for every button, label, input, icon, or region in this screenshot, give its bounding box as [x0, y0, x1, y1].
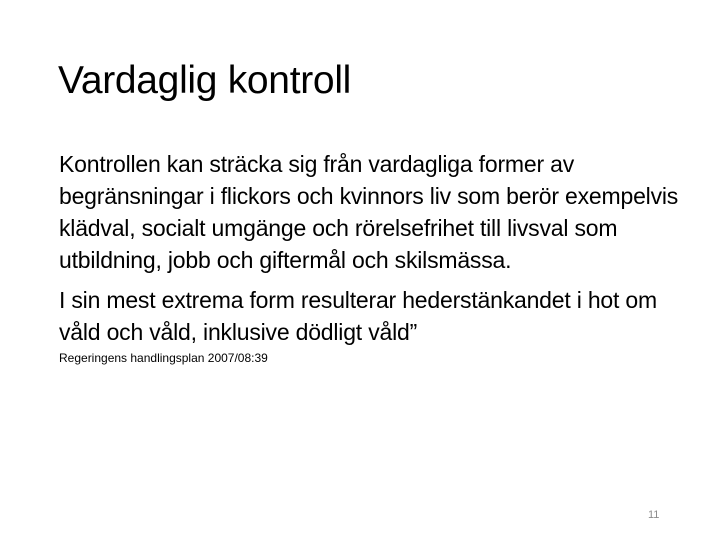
page-number: 11 [648, 509, 660, 521]
body-paragraph: I sin mest extrema form resulterar hederstänkandet i hot om våld och våld, inklusive dödligt våld” [59, 287, 657, 345]
body-paragraph: Kontrollen kan sträcka sig från vardagliga former av begränsningar i flickors och kvinnors liv som berör exempelvis klädval, socialt umgänge och rörelsefrihet till livsval som utbildning, jobb och giftermål och skilsmässa. [59, 151, 679, 273]
source-citation: Regeringens handlingsplan 2007/08:39 [59, 351, 268, 365]
slide-body [59, 148, 679, 366]
slide-title: Vardaglig kontroll [58, 59, 352, 102]
